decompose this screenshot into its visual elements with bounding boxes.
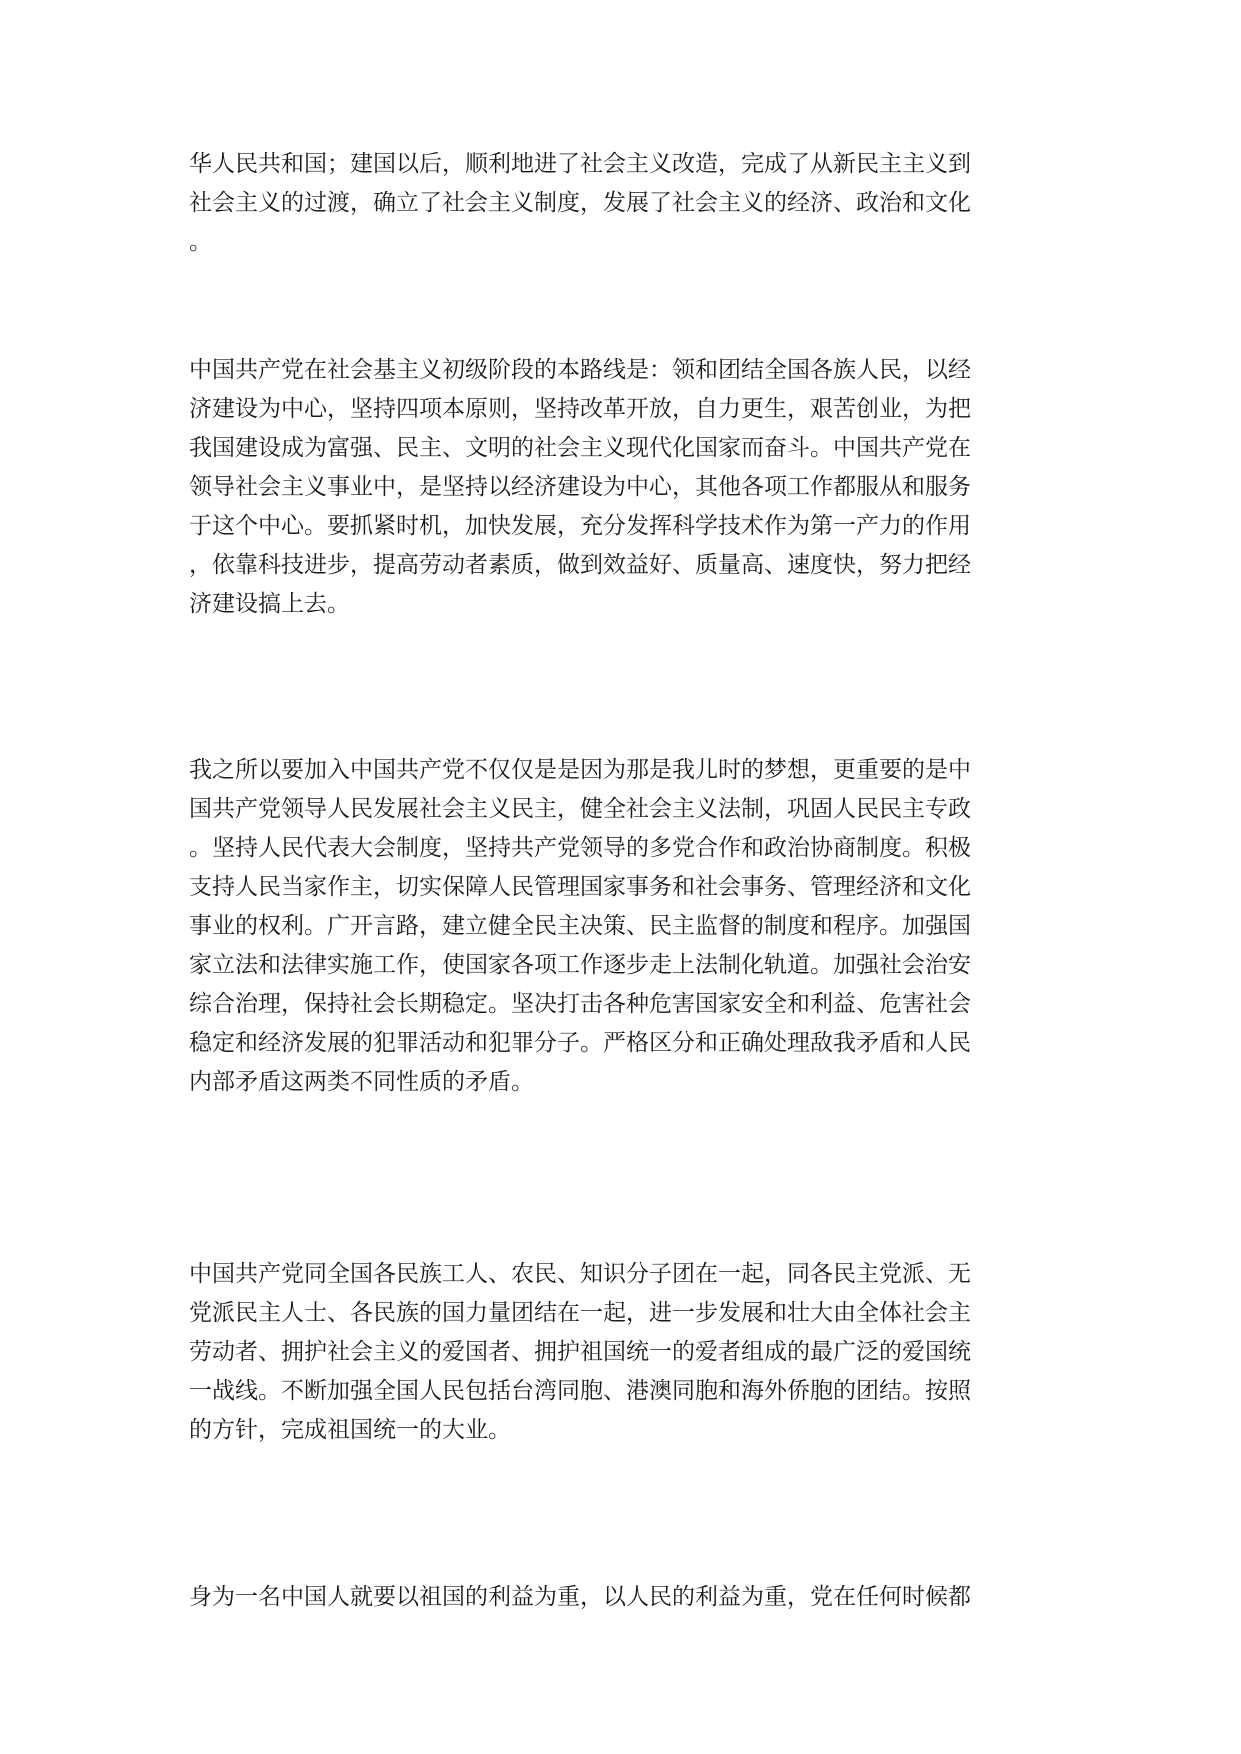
text-line: 我之所以要加入中国共产党不仅仅是是因为那是我儿时的梦想，更重要的是中 bbox=[189, 757, 971, 783]
text-line: 支持人民当家作主，切实保障人民管理国家事务和社会事务、管理经济和文化 bbox=[189, 874, 971, 900]
text-line: 内部矛盾这两类不同性质的矛盾。 bbox=[189, 1069, 534, 1095]
text-line: 。坚持人民代表大会制度，坚持共产党领导的多党合作和政治协商制度。积极 bbox=[189, 835, 971, 861]
text-line: 劳动者、拥护社会主义的爱国者、拥护祖国统一的爱者组成的最广泛的爱国统 bbox=[189, 1339, 971, 1365]
text-line: 我国建设成为富强、民主、文明的社会主义现代化国家而奋斗。中国共产党在 bbox=[189, 435, 971, 461]
text-line: 济建设搞上去。 bbox=[189, 591, 350, 617]
text-line: 事业的权利。广开言路，建立健全民主决策、民主监督的制度和程序。加强国 bbox=[189, 913, 971, 939]
text-line: 。 bbox=[189, 229, 212, 255]
paragraph-3 bbox=[189, 751, 1059, 1102]
text-line: 领导社会主义事业中，是坚持以经济建设为中心，其他各项工作都服从和服务 bbox=[189, 474, 971, 500]
text-line: 综合治理，保持社会长期稳定。坚决打击各种危害国家安全和利益、危害社会 bbox=[189, 991, 971, 1017]
text-line: 中国共产党同全国各民族工人、农民、知识分子团在一起，同各民主党派、无 bbox=[189, 1261, 971, 1287]
text-line: 于这个中心。要抓紧时机，加快发展，充分发挥科学技术作为第一产力的作用 bbox=[189, 513, 971, 539]
text-line: 的方针，完成祖国统一的大业。 bbox=[189, 1417, 511, 1443]
text-line: 一战线。不断加强全国人民包括台湾同胞、港澳同胞和海外侨胞的团结。按照 bbox=[189, 1378, 971, 1404]
paragraph-5 bbox=[189, 1578, 1059, 1617]
paragraph-1 bbox=[189, 145, 1059, 262]
text-line: 济建设为中心，坚持四项本原则，坚持改革开放，自力更生，艰苦创业，为把 bbox=[189, 396, 971, 422]
text-line: 华人民共和国；建国以后，顺利地进了社会主义改造，完成了从新民主主义到 bbox=[189, 151, 971, 177]
text-line: 身为一名中国人就要以祖国的利益为重，以人民的利益为重，党在任何时候都 bbox=[189, 1584, 971, 1610]
paragraph-4 bbox=[189, 1255, 1059, 1450]
text-line: 稳定和经济发展的犯罪活动和犯罪分子。严格区分和正确处理敌我矛盾和人民 bbox=[189, 1030, 971, 1056]
text-line: 党派民主人士、各民族的国力量团结在一起，进一步发展和壮大由全体社会主 bbox=[189, 1300, 971, 1326]
text-line: ，依靠科技进步，提高劳动者素质，做到效益好、质量高、速度快，努力把经 bbox=[189, 552, 971, 578]
text-line: 中国共产党在社会基主义初级阶段的本路线是：领和团结全国各族人民，以经 bbox=[189, 357, 971, 383]
paragraph-2 bbox=[189, 351, 1059, 624]
text-line: 社会主义的过渡，确立了社会主义制度，发展了社会主义的经济、政治和文化 bbox=[189, 190, 971, 216]
text-line: 国共产党领导人民发展社会主义民主，健全社会主义法制，巩固人民民主专政 bbox=[189, 796, 971, 822]
text-line: 家立法和法律实施工作，使国家各项工作逐步走上法制化轨道。加强社会治安 bbox=[189, 952, 971, 978]
